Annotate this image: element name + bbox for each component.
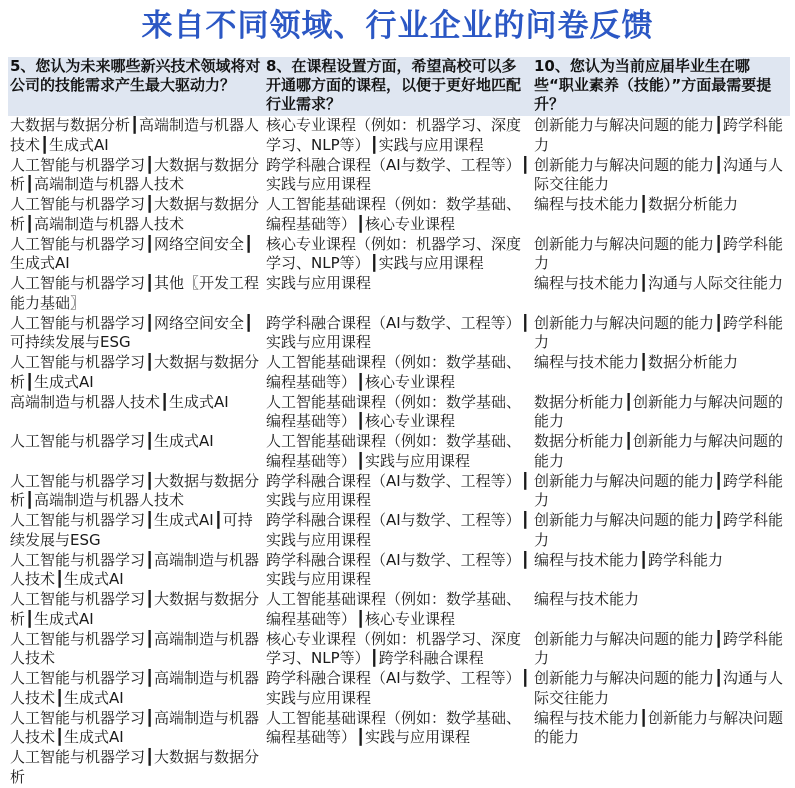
answer-cell: 人工智能与机器学习┃网络空间安全┃生成式AI	[10, 234, 254, 272]
question-header-q8: 8、在课程设置方面，希望高校可以多开通哪方面的课程，以便于更好地匹配行业需求？	[264, 57, 532, 116]
answer-cell: 人工智能与机器学习┃大数据与数据分析┃生成式AI	[10, 353, 260, 391]
answer-cell: 跨学科融合课程（AI与数学、工程等）┃实践与应用课程	[266, 155, 530, 193]
answer-cell: 创新能力与解决问题的能力┃跨学科能力	[534, 313, 784, 351]
answer-cell: 数据分析能力┃创新能力与解决问题的能力	[534, 392, 784, 430]
answer-cell: 编程与技术能力	[534, 590, 640, 608]
answer-cell: 人工智能基础课程（例如：数学基础、编程基础等）┃核心专业课程	[266, 590, 522, 628]
answer-cell: 跨学科融合课程（AI与数学、工程等）┃实践与应用课程	[266, 550, 530, 588]
answer-cell: 人工智能与机器学习┃生成式AI	[10, 432, 214, 450]
answer-cell: 创新能力与解决问题的能力┃跨学科能力	[534, 511, 784, 549]
question-header-q10: 10、您认为当前应届毕业生在哪些“职业素养（技能）”方面最需要提升？	[532, 57, 790, 116]
answer-cell: 人工智能与机器学习┃大数据与数据分析┃高端制造与机器人技术	[10, 471, 260, 509]
answer-cell: 人工智能与机器学习┃大数据与数据分析┃高端制造与机器人技术	[10, 195, 260, 233]
answer-list-q5	[8, 116, 264, 788]
answer-cell: 跨学科融合课程（AI与数学、工程等）┃实践与应用课程	[266, 511, 530, 549]
answer-cell: 创新能力与解决问题的能力┃沟通与人际交往能力	[534, 669, 784, 707]
answer-cell: 人工智能基础课程（例如：数学基础、编程基础等）┃实践与应用课程	[266, 708, 522, 746]
answer-cell: 跨学科融合课程（AI与数学、工程等）┃实践与应用课程	[266, 471, 530, 509]
column-q10	[532, 57, 790, 788]
answer-cell: 实践与应用课程	[266, 274, 372, 292]
answer-cell: 创新能力与解决问题的能力┃沟通与人际交往能力	[534, 155, 784, 193]
answer-cell: 创新能力与解决问题的能力┃跨学科能力	[534, 116, 784, 154]
answer-cell: 编程与技术能力┃数据分析能力	[534, 195, 739, 213]
answer-cell: 跨学科融合课程（AI与数学、工程等）┃实践与应用课程	[266, 313, 530, 351]
survey-table	[8, 57, 790, 786]
answer-cell: 编程与技术能力┃沟通与人际交往能力	[534, 274, 784, 292]
answer-cell: 编程与技术能力┃数据分析能力	[534, 353, 739, 371]
answer-cell: 数据分析能力┃创新能力与解决问题的能力	[534, 432, 784, 470]
answer-cell: 人工智能基础课程（例如：数学基础、编程基础等）┃核心专业课程	[266, 195, 522, 233]
answer-cell: 人工智能基础课程（例如：数学基础、编程基础等）┃核心专业课程	[266, 353, 522, 391]
question-header-q5: 5、您认为未来哪些新兴技术领域将对公司的技能需求产生最大驱动力？	[8, 57, 264, 116]
answer-cell: 人工智能与机器学习┃网络空间安全┃可持续发展与ESG	[10, 313, 254, 351]
answer-cell: 大数据与数据分析┃高端制造与机器人技术┃生成式AI	[10, 116, 260, 154]
answer-list-q8	[264, 116, 532, 748]
answer-cell: 编程与技术能力┃创新能力与解决问题的能力	[534, 708, 784, 746]
answer-cell: 创新能力与解决问题的能力┃跨学科能力	[534, 234, 784, 272]
answer-cell: 人工智能与机器学习┃大数据与数据分析	[10, 748, 260, 786]
answer-cell: 创新能力与解决问题的能力┃跨学科能力	[534, 471, 784, 509]
answer-cell: 核心专业课程（例如：机器学习、深度学习、NLP等）┃实践与应用课程	[266, 234, 522, 272]
answer-cell: 高端制造与机器人技术┃生成式AI	[10, 392, 229, 411]
answer-cell: 人工智能与机器学习┃其他〖开发工程能力基础〗	[10, 274, 260, 312]
answer-list-q10	[532, 116, 790, 748]
page-title: 来自不同领域、行业企业的问卷反馈	[141, 8, 654, 44]
answer-cell: 人工智能与机器学习┃大数据与数据分析┃生成式AI	[10, 590, 260, 628]
answer-cell: 人工智能与机器学习┃生成式AI┃可持续发展与ESG	[10, 511, 253, 549]
answer-cell: 人工智能与机器学习┃高端制造与机器人技术	[10, 629, 260, 667]
answer-cell: 创新能力与解决问题的能力┃跨学科能力	[534, 629, 784, 667]
column-q8	[264, 57, 532, 788]
answer-cell: 人工智能与机器学习┃高端制造与机器人技术┃生成式AI	[10, 669, 260, 707]
answer-cell: 跨学科融合课程（AI与数学、工程等）┃实践与应用课程	[266, 669, 530, 707]
answer-cell: 人工智能与机器学习┃大数据与数据分析┃高端制造与机器人技术	[10, 155, 260, 193]
answer-cell: 编程与技术能力┃跨学科能力	[534, 550, 724, 569]
answer-cell: 人工智能与机器学习┃高端制造与机器人技术┃生成式AI	[10, 550, 260, 588]
column-q5	[8, 57, 264, 788]
answer-cell: 人工智能与机器学习┃高端制造与机器人技术┃生成式AI	[10, 708, 260, 746]
answer-cell: 核心专业课程（例如：机器学习、深度学习、NLP等）┃跨学科融合课程	[266, 629, 522, 667]
answer-cell: 人工智能基础课程（例如：数学基础、编程基础等）┃实践与应用课程	[266, 432, 522, 470]
answer-cell: 人工智能基础课程（例如：数学基础、编程基础等）┃核心专业课程	[266, 392, 522, 430]
answer-cell: 核心专业课程（例如：机器学习、深度学习、NLP等）┃实践与应用课程	[266, 116, 522, 154]
